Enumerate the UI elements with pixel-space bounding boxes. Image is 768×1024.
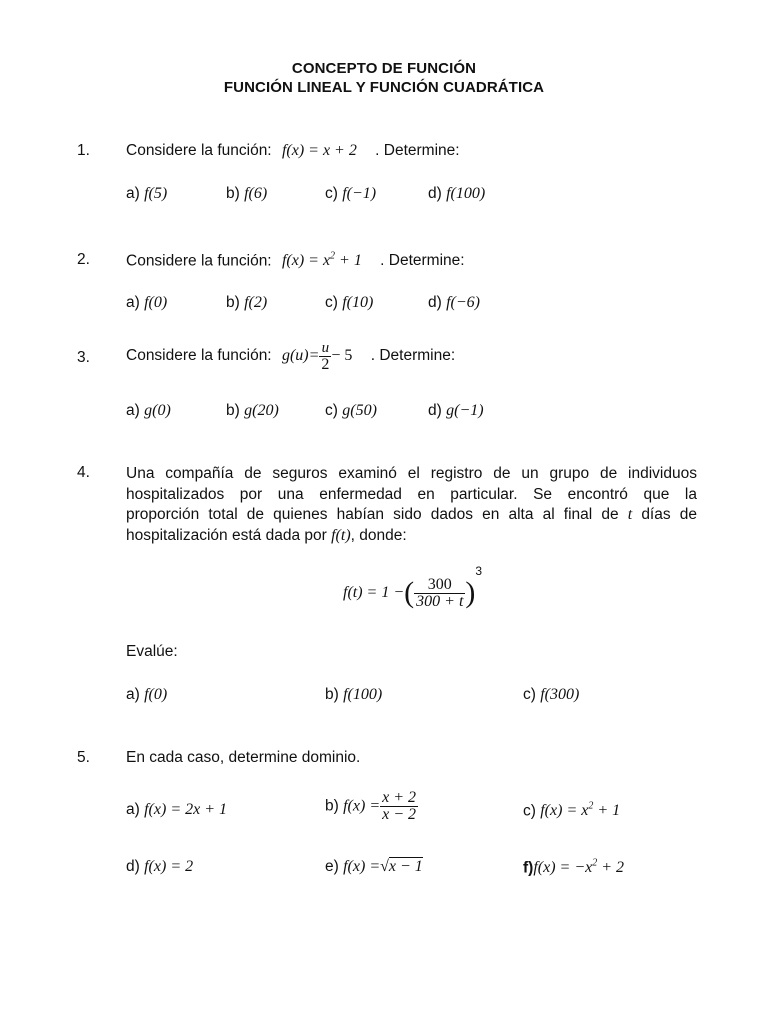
problem-2-number: 2. — [77, 251, 90, 268]
problem-5-number: 5. — [77, 749, 90, 766]
problem-3-item-a: a) g(0) — [126, 402, 171, 419]
problem-1-item-c: c) f(−1) — [325, 185, 377, 202]
problem-4-formula-fraction: $\frac{300}{300 + t}$ — [416, 575, 464, 610]
problem-5-item-d: d) f(x) = 2 — [126, 858, 194, 875]
problem-1-statement — [126, 142, 460, 160]
problem-4-paragraph — [126, 464, 697, 546]
problem-3-statement — [126, 340, 455, 373]
problem-3-fraction: $\frac{u}{2}$ — [321, 340, 330, 373]
problem-5-item-c: c) $f(x) = x^2 + 1$ — [523, 801, 621, 820]
problem-4-item-b: b) f(100) — [325, 686, 383, 703]
problem-5-item-f: $f)f(x) = -x^2 + 2$ — [523, 858, 625, 877]
problem-1-suffix: . Determine: — [375, 142, 460, 159]
problem-4-item-a: a) f(0) — [126, 686, 168, 703]
problem-4-number: 4. — [77, 464, 90, 481]
problem-3-item-c: c) g(50) — [325, 402, 377, 419]
page-subtitle: FUNCIÓN LINEAL Y FUNCIÓN CUADRÁTICA — [223, 79, 545, 96]
problem-4-line-3: proporción total de quienes habían sido dados en alta al final de t días de — [126, 506, 697, 523]
problem-2-item-d: d) f(−6) — [428, 294, 481, 311]
problem-5-item-e: e) f(x) =√x − 1 — [325, 858, 423, 875]
problem-4-formula: f(t) = 1 −( $\frac{300}{300 + t}$ )$^3$ — [343, 563, 483, 610]
problem-2-item-a: a) f(0) — [126, 294, 168, 311]
problem-4-item-c: c) f(300) — [523, 686, 580, 703]
problem-3-item-b: b) g(20) — [226, 402, 279, 419]
problem-2-suffix: . Determine: — [380, 252, 465, 270]
problem-1-item-a: a) f(5) — [126, 185, 168, 202]
problem-2-item-c: c) f(10) — [325, 294, 374, 311]
sqrt-symbol: √ — [380, 858, 389, 875]
problem-2-statement — [126, 251, 465, 270]
problem-2-item-b: b) f(2) — [226, 294, 268, 311]
problem-4-line-1: Una compañía de seguros examinó el registro de un grupo de individuos — [126, 465, 697, 482]
problem-1-prefix: Considere la función: — [126, 142, 272, 159]
problem-1-item-b: b) f(6) — [226, 185, 268, 202]
problem-2-prefix: Considere la función: — [126, 252, 272, 270]
problem-3-number: 3. — [77, 349, 90, 366]
problem-3-prefix: Considere la función: — [126, 347, 272, 365]
problem-3-suffix: . Determine: — [370, 347, 456, 365]
problem-5-statement: En cada caso, determine dominio. — [126, 749, 361, 766]
problem-1-number: 1. — [77, 142, 90, 159]
problem-1-item-d: d) f(100) — [428, 185, 486, 202]
problem-4-line-2: hospitalizados por una enfermedad en particular. Se encontró que la — [126, 485, 697, 503]
problem-3-function: g(u)= $\frac{u}{2}$ − 5 — [281, 340, 353, 373]
problem-4-evalue: Evalúe: — [126, 643, 178, 660]
problem-3-item-d: d) g(−1) — [428, 402, 484, 419]
problem-5-item-b: b) f(x) = $\frac{x + 2}{x - 2}$ — [325, 789, 417, 823]
problem-5-b-fraction: $\frac{x + 2}{x - 2}$ — [382, 789, 417, 823]
problem-1-function: f(x) = x + 2 — [281, 142, 357, 159]
page-title: CONCEPTO DE FUNCIÓN — [291, 60, 477, 77]
problem-4-line-4: hospitalización está dada por f(t), donde: — [126, 526, 407, 544]
problem-2-function: $f(x) = x^2 + 1$ — [281, 251, 362, 270]
problem-5-item-a: a) f(x) = 2x + 1 — [126, 801, 228, 818]
